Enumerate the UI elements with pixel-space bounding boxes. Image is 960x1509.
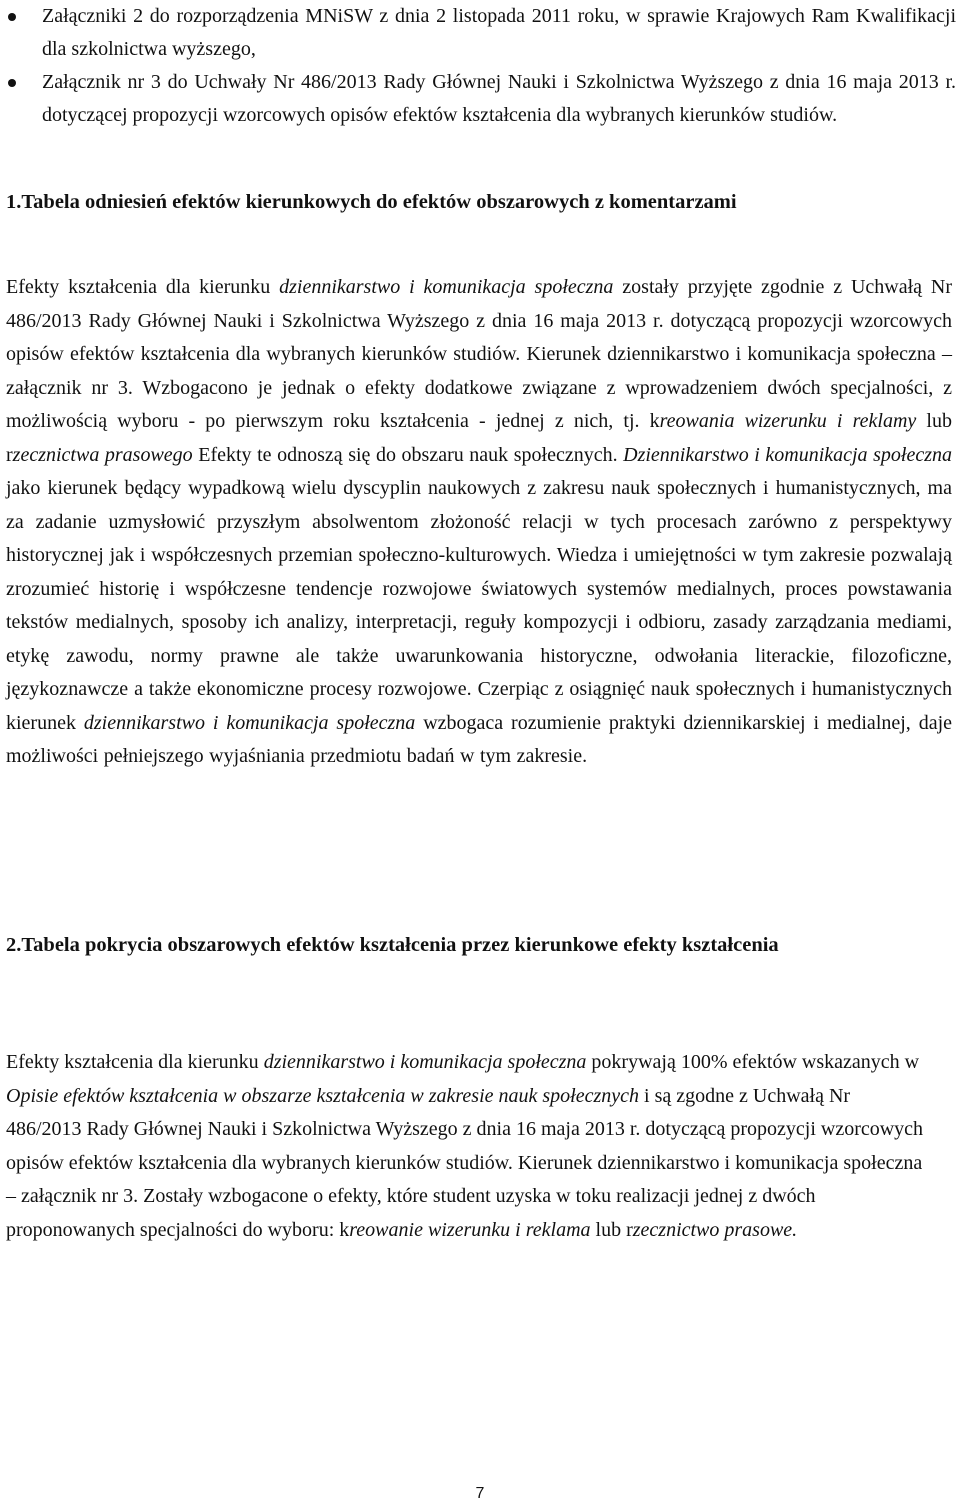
text-run: pokrywają 100% efektów wskazanych w	[586, 1051, 920, 1073]
section-number: 1.	[6, 191, 22, 213]
text-run-italic: reowania wizerunku i reklamy	[659, 410, 917, 432]
section-title: Tabela pokrycia obszarowych efektów kształcenia przez kierunkowe efekty kształcenia	[21, 934, 779, 956]
text-run-italic: dziennikarstwo i komunikacja społeczna	[83, 711, 416, 734]
text-run-italic: Opisie efektów kształcenia w obszarze kształcenia w zakresie nauk społecznych	[6, 1084, 640, 1107]
page-number: 7	[475, 1485, 485, 1502]
text-run: jako kierunek będący wypadkową wielu dyscyplin naukowych z zakresu nauk społecznych i humanistycznych, ma za zadanie uzmysłowić przyszłym absolwentom złożoność relacji w tych procesach zarówno z perspektywy historycznej jak i współczesnych przemian społeczno-kulturowych. Wiedza i umiejętności w tym zakresie pozwalają zrozumieć historię i współczesne tendencje rozwojowe światowych systemów medialnych, proces powstawania tekstów medialnych, sposoby ich analizy, interpretacji, reguły kompozycji i odbioru, zasady zarządzania mediami, etykę zawodu, normy prawne ale także uwarunkowania historyczne, odwołania literackie, filozoficzne, językoznawcze a także ekonomiczne procesy rozwojowe. Czerpiąc z osiągnięć nauk społecznych i humanistycznych kierunek	[6, 477, 952, 734]
list-item-text: Załącznik nr 3 do Uchwały Nr 486/2013 Rady Głównej Nauki i Szkolnictwa Wyższego z dnia 16 maja 2013 r. dotyczącej propozycji wzorcowych opisów efektów kształcenia dla wybranych kierunków studiów.	[42, 71, 956, 126]
section-title: Tabela odniesień efektów kierunkowych do efektów obszarowych z komentarzami	[21, 191, 737, 213]
text-run-italic: zecznictwo prasowe.	[632, 1218, 798, 1241]
list-item-text: Załączniki 2 do rozporządzenia MNiSW z dnia 2 listopada 2011 roku, w sprawie Krajowych Ram Kwalifikacji dla szkolnictwa wyższego,	[42, 5, 956, 60]
text-run: Efekty kształcenia dla kierunku	[6, 1051, 264, 1073]
reference-list	[6, 0, 956, 132]
text-run: i są zgodne z Uchwałą Nr 486/2013 Rady Głównej Nauki i Szkolnictwa Wyższego z dnia 16 maja 2013 r. dotyczącą propozycji wzorcowych opisów efektów kształcenia dla wybranych kierunków studiów. Kierunek dziennikarstwo i komunikacja społeczna – załącznik nr 3. Zostały wzbogacone o efekty, które student uzyska w toku realizacji jednej z dwóch proponowanych specjalności do wyboru: k	[6, 1084, 924, 1241]
text-run-italic: dziennikarstwo i komunikacja społeczna	[279, 276, 614, 298]
text-run: lub r	[590, 1218, 633, 1241]
section-heading-1	[6, 186, 956, 219]
text-run: wzbogaca rozumienie praktyki dziennikarskiej i medialnej, daje możliwości pełniejszego wyjaśniania przedmiotu badań w tym zakresie.	[6, 711, 953, 767]
text-run-italic: zecznictwa prasowego	[12, 443, 193, 466]
list-item	[6, 66, 956, 132]
section-number: 2.	[6, 934, 22, 956]
text-run: Efekty te odnoszą się do obszaru nauk społecznych.	[192, 443, 624, 466]
text-run-italic: dziennikarstwo i komunikacja społeczna	[263, 1051, 587, 1073]
text-run: Efekty kształcenia dla kierunku	[6, 276, 280, 298]
text-run-italic: reowanie wizerunku i reklama	[349, 1218, 591, 1241]
section-1-paragraph	[6, 271, 952, 774]
text-run: lub r	[6, 410, 952, 466]
text-run: zostały przyjęte zgodnie z Uchwałą Nr 486/2013 Rady Głównej Nauki i Szkolnictwa Wyższego z dnia 16 maja 2013 r. dotyczącą propozycji wzorcowych opisów efektów kształcenia dla wybranych kierunków studiów. Kierunek dziennikarstwo i komunikacja społeczna – załącznik nr 3. Wzbogacono je jednak o efekty dodatkowe związane z wprowadzeniem dwóch specjalności, z możliwością wyboru - po pierwszym roku kształcenia - jednej z nich, tj. k	[6, 276, 952, 432]
section-2-paragraph	[6, 1046, 926, 1247]
bullet-icon	[8, 79, 16, 87]
list-item	[6, 0, 956, 66]
bullet-icon	[8, 13, 16, 21]
section-heading-2	[6, 929, 866, 962]
text-run-italic: Dziennikarstwo i komunikacja społeczna	[623, 443, 952, 466]
